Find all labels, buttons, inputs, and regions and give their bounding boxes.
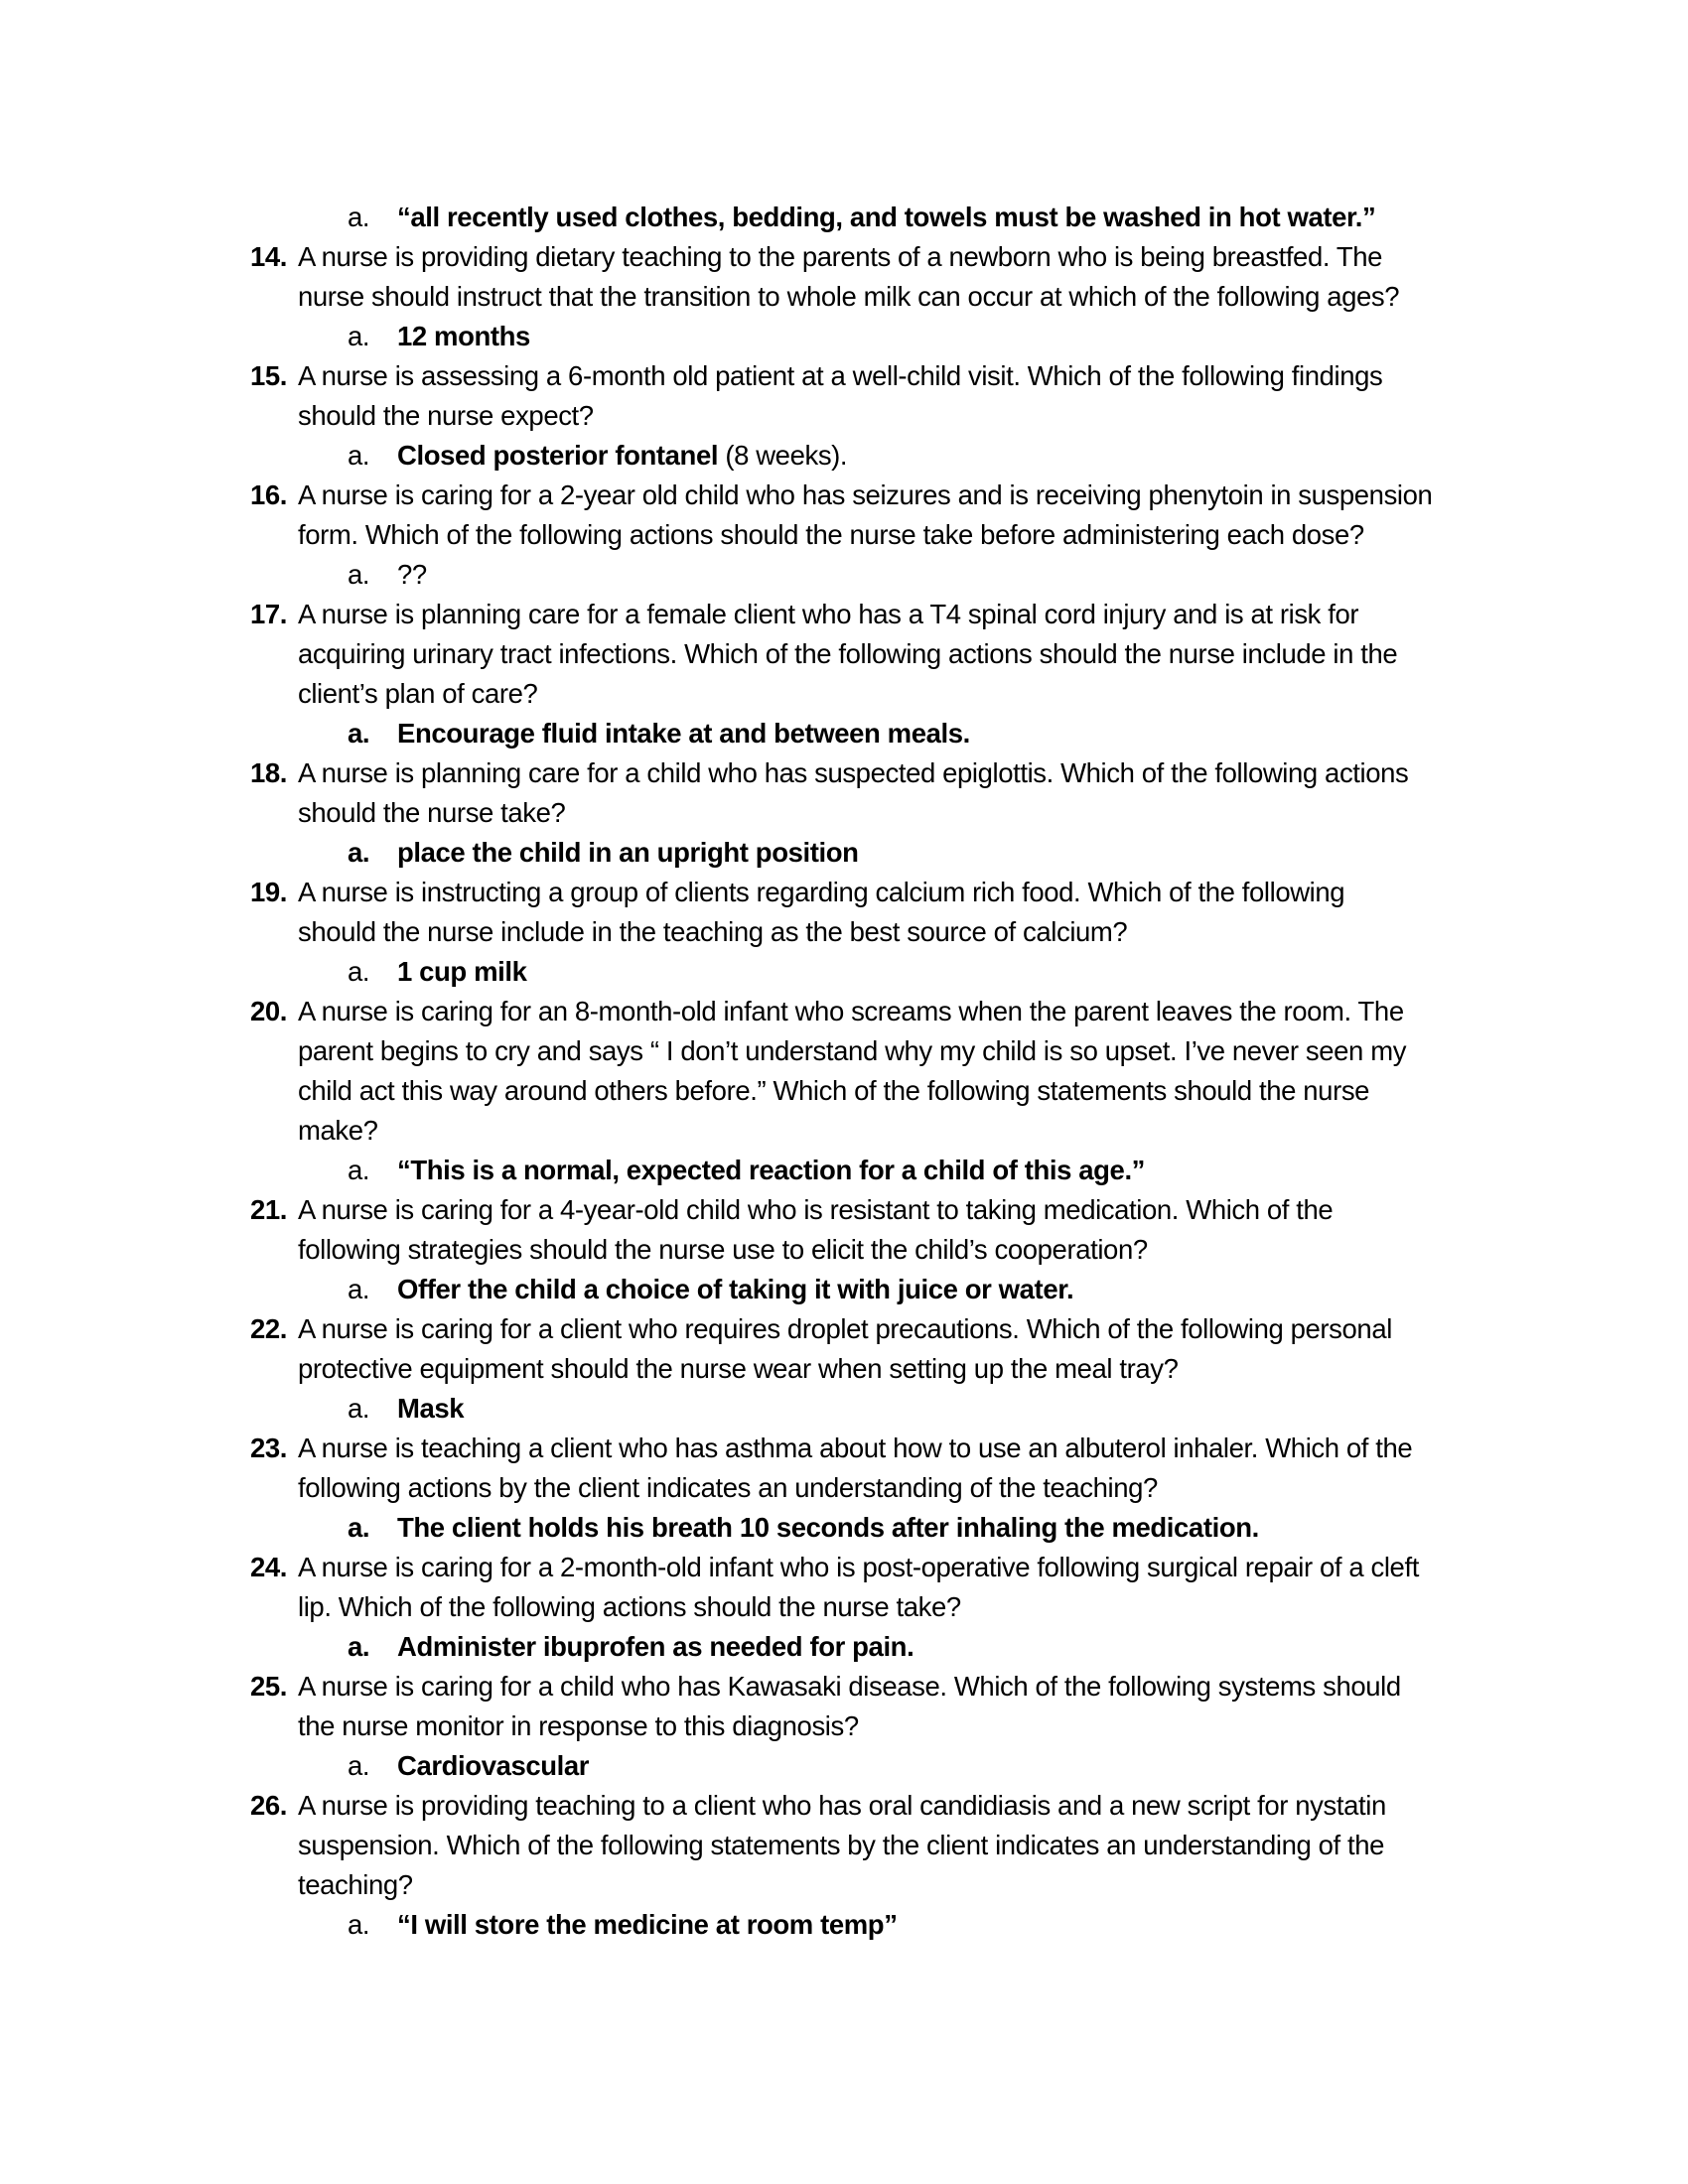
- answer-marker: a.: [348, 837, 370, 868]
- question-text: A nurse is caring for a 4-year-old child who is resistant to taking medication. Which of the: [298, 1194, 1334, 1225]
- question-list: [250, 198, 1569, 1945]
- answer-row: [298, 1270, 1569, 1309]
- question-text: A nurse is providing teaching to a client who has oral candidiasis and a new script for nystatin: [298, 1790, 1386, 1821]
- answer-row: [298, 833, 1569, 873]
- question-line: [250, 873, 1569, 912]
- question-text: the nurse monitor in response to this diagnosis?: [298, 1710, 859, 1741]
- answer-marker: a.: [348, 1512, 370, 1543]
- answer-row: [298, 1508, 1569, 1548]
- question-line: [298, 1468, 1569, 1508]
- question-line: [298, 1865, 1569, 1905]
- answer-marker: a.: [348, 1631, 370, 1662]
- question-line: [250, 356, 1569, 396]
- question-number: 24.: [250, 1552, 288, 1582]
- answer-text-bold: Administer ibuprofen as needed for pain.: [397, 1631, 914, 1662]
- question-text: teaching?: [298, 1869, 413, 1900]
- answer-row: [298, 555, 1569, 595]
- question-text: following strategies should the nurse use to elicit the child’s cooperation?: [298, 1234, 1148, 1265]
- question-text: should the nurse take?: [298, 797, 566, 828]
- answer-marker: a.: [348, 956, 370, 987]
- question-number: 23.: [250, 1433, 288, 1463]
- question-item: [250, 237, 1569, 356]
- question-text: A nurse is caring for a 2-month-old infant who is post-operative following surgical repair of a cleft: [298, 1552, 1419, 1582]
- question-number: 18.: [250, 757, 288, 788]
- question-number: 25.: [250, 1671, 288, 1702]
- question-item: [250, 1667, 1569, 1786]
- answer-row: [298, 714, 1569, 753]
- question-text: A nurse is providing dietary teaching to the parents of a newborn who is being breastfed. The: [298, 241, 1383, 272]
- answer-row: [298, 1746, 1569, 1786]
- question-text: nurse should instruct that the transition to whole milk can occur at which of the following ages?: [298, 281, 1400, 312]
- question-line: [298, 1071, 1569, 1111]
- question-item: [250, 1429, 1569, 1548]
- answer-text-bold: “I will store the medicine at room temp”: [397, 1909, 898, 1940]
- question-text: acquiring urinary tract infections. Which of the following actions should the nurse include in the: [298, 638, 1398, 669]
- question-text: A nurse is planning care for a child who has suspected epiglottis. Which of the following actions: [298, 757, 1409, 788]
- question-number: 15.: [250, 360, 288, 391]
- question-text: A nurse is planning care for a female client who has a T4 spinal cord injury and is at risk for: [298, 599, 1359, 629]
- answer-row: [298, 1627, 1569, 1667]
- answer-marker: a.: [348, 559, 370, 590]
- question-text: client’s plan of care?: [298, 678, 538, 709]
- question-line: [298, 515, 1569, 555]
- question-item: [250, 992, 1569, 1190]
- question-line: [298, 1230, 1569, 1270]
- question-line: [298, 1111, 1569, 1151]
- question-line: [250, 992, 1569, 1031]
- question-text: form. Which of the following actions should the nurse take before administering each dose?: [298, 519, 1364, 550]
- question-text: should the nurse expect?: [298, 400, 594, 431]
- question-line: [298, 1826, 1569, 1865]
- answer-marker: a.: [348, 440, 370, 471]
- answer-row: [298, 1151, 1569, 1190]
- question-line: [298, 1349, 1569, 1389]
- answer-marker: a.: [348, 1393, 370, 1424]
- question-item: [250, 753, 1569, 873]
- question-item: [250, 1548, 1569, 1667]
- question-item: [250, 595, 1569, 753]
- answer-text-bold: Cardiovascular: [397, 1750, 590, 1781]
- answer-row: [298, 198, 1569, 237]
- question-line: [298, 1031, 1569, 1071]
- question-line: [250, 1190, 1569, 1230]
- question-number: 26.: [250, 1790, 288, 1821]
- question-line: [250, 237, 1569, 277]
- answer-text-bold: 1 cup milk: [397, 956, 527, 987]
- answer-text-bold: “This is a normal, expected reaction for a child of this age.”: [397, 1155, 1146, 1185]
- answer-row: [298, 317, 1569, 356]
- question-line: [250, 753, 1569, 793]
- question-text: A nurse is caring for an 8-month-old infant who screams when the parent leaves the room. The: [298, 996, 1404, 1026]
- question-line: [298, 277, 1569, 317]
- answer-text-bold: Offer the child a choice of taking it with juice or water.: [397, 1274, 1074, 1304]
- question-text: parent begins to cry and says “ I don’t understand why my child is so upset. I’ve never seen my: [298, 1035, 1407, 1066]
- question-line: [250, 1429, 1569, 1468]
- question-number: 20.: [250, 996, 288, 1026]
- answer-marker: a.: [348, 1750, 370, 1781]
- question-text: A nurse is instructing a group of clients regarding calcium rich food. Which of the following: [298, 877, 1345, 907]
- answer-row: [298, 1905, 1569, 1945]
- answer-text-bold: Closed posterior fontanel: [397, 440, 719, 471]
- question-line: [250, 476, 1569, 515]
- answer-marker: a.: [348, 718, 370, 749]
- question-item: [250, 1190, 1569, 1309]
- question-text: child act this way around others before.” Which of the following statements should the nurse: [298, 1075, 1370, 1106]
- question-line: [298, 1587, 1569, 1627]
- question-line: [298, 1706, 1569, 1746]
- answer-marker: a.: [348, 1155, 370, 1185]
- question-text: A nurse is caring for a child who has Kawasaki disease. Which of the following systems should: [298, 1671, 1401, 1702]
- question-text: A nurse is caring for a 2-year old child who has seizures and is receiving phenytoin in suspension: [298, 479, 1433, 510]
- answer-text-bold: Encourage fluid intake at and between meals.: [397, 718, 970, 749]
- question-number: 17.: [250, 599, 288, 629]
- answer-text-bold: 12 months: [397, 321, 530, 351]
- answer-row: [298, 436, 1569, 476]
- question-line: [298, 793, 1569, 833]
- answer-marker: a.: [348, 202, 370, 232]
- question-number: 14.: [250, 241, 288, 272]
- answer-text-regular: (8 weeks).: [718, 440, 848, 471]
- answer-text-bold: “all recently used clothes, bedding, and towels must be washed in hot water.”: [397, 202, 1376, 232]
- question-line: [250, 1786, 1569, 1826]
- question-line: [298, 674, 1569, 714]
- question-item: [250, 476, 1569, 595]
- question-text: following actions by the client indicates an understanding of the teaching?: [298, 1472, 1158, 1503]
- question-text: protective equipment should the nurse wear when setting up the meal tray?: [298, 1353, 1179, 1384]
- question-item: [250, 873, 1569, 992]
- question-line: [250, 1667, 1569, 1706]
- question-text: A nurse is assessing a 6-month old patient at a well-child visit. Which of the following findings: [298, 360, 1383, 391]
- answer-marker: a.: [348, 1909, 370, 1940]
- question-line: [298, 634, 1569, 674]
- question-line: [250, 1548, 1569, 1587]
- question-text: A nurse is caring for a client who requires droplet precautions. Which of the following personal: [298, 1313, 1392, 1344]
- question-item: [298, 198, 1569, 237]
- answer-marker: a.: [348, 1274, 370, 1304]
- question-number: 22.: [250, 1313, 288, 1344]
- question-line: [250, 1309, 1569, 1349]
- answer-text-bold: Mask: [397, 1393, 465, 1424]
- question-text: should the nurse include in the teaching as the best source of calcium?: [298, 916, 1128, 947]
- question-number: 16.: [250, 479, 288, 510]
- answer-row: [298, 1389, 1569, 1429]
- question-item: [250, 1309, 1569, 1429]
- answer-text-bold: place the child in an upright position: [397, 837, 859, 868]
- question-number: 19.: [250, 877, 288, 907]
- question-text: lip. Which of the following actions should the nurse take?: [298, 1591, 961, 1622]
- question-line: [250, 595, 1569, 634]
- question-number: 21.: [250, 1194, 288, 1225]
- question-text: suspension. Which of the following statements by the client indicates an understanding of the: [298, 1830, 1385, 1860]
- question-item: [250, 356, 1569, 476]
- answer-text-regular: ??: [397, 559, 427, 590]
- question-line: [298, 396, 1569, 436]
- answer-text-bold: The client holds his breath 10 seconds after inhaling the medication.: [397, 1512, 1259, 1543]
- question-text: A nurse is teaching a client who has asthma about how to use an albuterol inhaler. Which of the: [298, 1433, 1413, 1463]
- question-text: make?: [298, 1115, 378, 1146]
- answer-row: [298, 952, 1569, 992]
- question-item: [250, 1786, 1569, 1945]
- answer-marker: a.: [348, 321, 370, 351]
- question-line: [298, 912, 1569, 952]
